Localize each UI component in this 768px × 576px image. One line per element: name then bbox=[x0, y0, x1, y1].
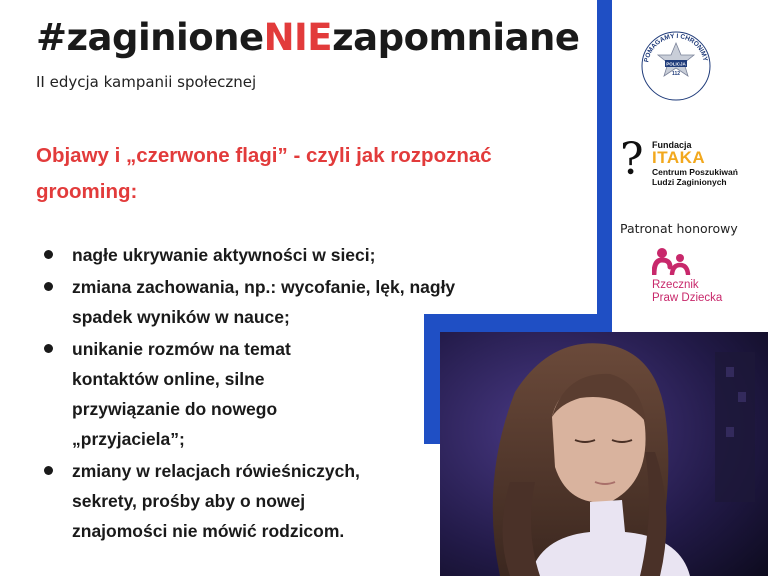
campaign-hashtag: #zaginioneNIEzapomniane bbox=[36, 16, 580, 59]
bullet-icon bbox=[44, 250, 53, 259]
patronat-label: Patronat honorowy bbox=[620, 221, 738, 236]
list-item: nagłe ukrywanie aktywności w sieci; bbox=[44, 240, 554, 270]
svg-text:POMAGAMY I CHRONIMY: POMAGAMY I CHRONIMY bbox=[643, 32, 709, 63]
police-star-icon bbox=[640, 30, 712, 102]
rpd-logo-text: Rzecznik Praw Dziecka bbox=[652, 279, 723, 304]
list-item: zmiany w relacjach rówieśniczych, sekrety, prośby aby o nowej znajomości nie mówić rodzicom. bbox=[44, 456, 554, 546]
section-heading: Objawy i „czerwone flagi” - czyli jak rozpoznać grooming: bbox=[36, 144, 492, 203]
bullet-icon bbox=[44, 466, 53, 475]
blue-vertical-bar bbox=[597, 0, 612, 330]
itaka-logo: ? Fundacja ITAKA Centrum Poszukiwań Ludzi Zaginionych bbox=[620, 134, 738, 187]
svg-text:112: 112 bbox=[671, 71, 681, 77]
question-mark-icon: ? bbox=[620, 134, 644, 185]
bullet-icon bbox=[44, 344, 53, 353]
children-figures-icon bbox=[652, 247, 692, 275]
list-item: zmiana zachowania, np.: wycofanie, lęk, nagły spadek wyników w nauce; bbox=[44, 272, 554, 332]
svg-text:POLICJA: POLICJA bbox=[666, 61, 686, 67]
list-item: unikanie rozmów na temat kontaktów online, silne przywiązanie do nowego „przyjaciela”; bbox=[44, 334, 554, 454]
girl-photo bbox=[440, 332, 768, 576]
campaign-subtitle: II edycja kampanii społecznej bbox=[36, 73, 257, 91]
bullet-icon bbox=[44, 282, 53, 291]
